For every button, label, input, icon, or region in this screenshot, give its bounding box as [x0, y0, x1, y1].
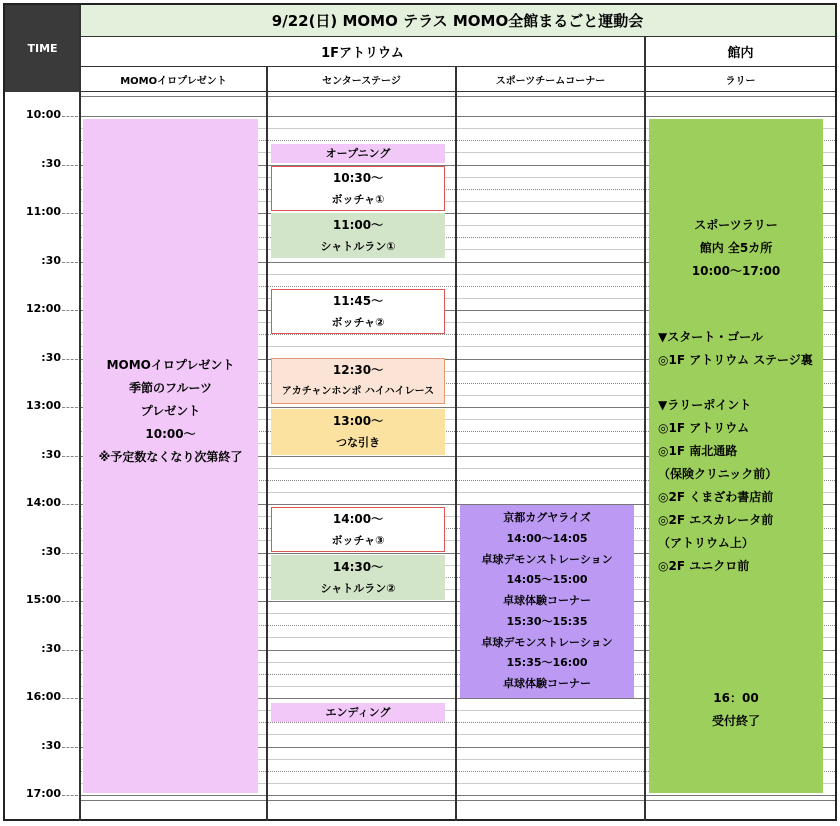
event-time: 14:30〜 — [332, 559, 384, 574]
event-name: ボッチャ② — [331, 315, 385, 329]
sports-line: 卓球体験コーナー — [503, 677, 591, 691]
time-label: :30 — [41, 739, 61, 752]
grid-line-minor — [456, 189, 644, 190]
event-boccia-2[interactable] — [271, 289, 445, 334]
grid-line-quarter — [267, 128, 455, 129]
time-tick — [62, 698, 78, 699]
grid-line-quarter — [456, 274, 644, 275]
grid-line-quarter — [456, 419, 644, 420]
event-ending-label: エンディング — [325, 705, 391, 719]
grid-line — [80, 116, 266, 117]
time-label: :30 — [41, 448, 61, 461]
grid-line-minor — [456, 771, 644, 772]
column-header-sports: スポーツチームコーナー — [456, 67, 645, 92]
grid-line-minor — [456, 237, 644, 238]
rally-head-line: 館内 全5カ所 — [699, 241, 773, 255]
rally-end — [649, 687, 823, 733]
grid-line — [267, 456, 455, 457]
grid-line-minor — [456, 480, 644, 481]
grid-line-minor — [267, 674, 455, 675]
rally-point: ◎2F エスカレータ前 — [658, 513, 774, 527]
sports-line: 15:35〜16:00 — [506, 656, 588, 670]
grid-line-minor — [456, 334, 644, 335]
grid-line-quarter — [267, 783, 455, 784]
grid-line-quarter — [456, 225, 644, 226]
grid-line-quarter — [267, 468, 455, 469]
grid-line-quarter — [456, 249, 644, 250]
time-label: :30 — [41, 642, 61, 655]
grid-line-minor — [267, 286, 455, 287]
rally-end-time: 16：00 — [713, 691, 759, 705]
page-title: 9/22(日) MOMO テラス MOMO全館まるごと運動会 — [80, 5, 835, 37]
grid-line-quarter — [456, 201, 644, 202]
present-line: MOMOイロプレゼント — [106, 357, 235, 372]
time-label: 13:00 — [25, 399, 61, 412]
time-tick — [62, 310, 78, 311]
sports-line: 卓球体験コーナー — [503, 594, 591, 608]
event-ending[interactable] — [271, 703, 445, 722]
time-label: :30 — [41, 545, 61, 558]
grid-line — [80, 96, 835, 97]
grid-line-quarter — [267, 346, 455, 347]
rally-point: （保険クリニック前） — [658, 467, 778, 481]
grid-line — [456, 310, 644, 311]
event-haihai-race[interactable] — [271, 358, 445, 404]
time-label: :30 — [41, 351, 61, 364]
event-time: 11:45〜 — [332, 293, 384, 308]
grid-line — [456, 407, 644, 408]
sports-line: 京都カグヤライズ — [503, 510, 591, 524]
time-tick — [62, 747, 78, 748]
event-time: 12:30〜 — [332, 363, 384, 377]
event-opening-label: オープニング — [325, 146, 391, 160]
grid-line — [645, 795, 835, 796]
grid-line — [267, 116, 455, 117]
rally-point: （アトリウム上） — [658, 536, 754, 550]
grid-line — [456, 747, 644, 748]
time-tick — [62, 359, 78, 360]
grid-line — [80, 800, 835, 801]
sports-line: 14:05〜15:00 — [506, 573, 588, 587]
grid-line-quarter — [456, 371, 644, 372]
time-label: 11:00 — [25, 205, 61, 218]
sports-corner-block[interactable] — [460, 505, 634, 698]
grid-line-quarter — [267, 613, 455, 614]
grid-line — [456, 213, 644, 214]
divider-3 — [644, 37, 646, 821]
rally-end-label: 受付終了 — [711, 714, 760, 728]
event-time: 11:00〜 — [332, 217, 384, 232]
event-opening[interactable] — [271, 144, 445, 163]
grid-line — [645, 116, 835, 117]
time-tick — [62, 553, 78, 554]
time-tick — [62, 407, 78, 408]
time-header: TIME — [5, 5, 80, 92]
grid-line-quarter — [456, 346, 644, 347]
time-label: 14:00 — [25, 496, 61, 509]
grid-line-quarter — [267, 662, 455, 663]
time-label: :30 — [41, 157, 61, 170]
rally-points-section — [658, 394, 823, 578]
grid-line-minor — [267, 140, 455, 141]
divider-time — [79, 5, 81, 821]
grid-line — [456, 698, 644, 699]
grid-line — [456, 456, 644, 457]
sports-line: 卓球デモンストレーション — [481, 635, 613, 649]
rally-head-line: 10:00〜17:00 — [691, 264, 781, 278]
grid-line-minor — [267, 334, 455, 335]
time-label: 15:00 — [25, 593, 61, 606]
grid-line — [267, 601, 455, 602]
present-line: ※予定数なくなり次第終了 — [98, 449, 243, 464]
divider-1 — [266, 67, 268, 821]
time-tick — [62, 795, 78, 796]
grid-line-minor — [267, 480, 455, 481]
grid-line-minor — [456, 722, 644, 723]
grid-line — [267, 650, 455, 651]
grid-line — [267, 698, 455, 699]
rally-point: ◎1F 南北通路 — [658, 444, 738, 458]
grid-line-quarter — [456, 468, 644, 469]
time-label: 16:00 — [25, 690, 61, 703]
rally-point: ◎1F アトリウム — [658, 421, 750, 435]
event-name: ボッチャ① — [331, 192, 385, 206]
time-label: 10:00 — [25, 108, 61, 121]
grid-line-minor — [456, 383, 644, 384]
time-label: 12:00 — [25, 302, 61, 315]
time-tick — [62, 213, 78, 214]
location-inside: 館内 — [646, 37, 835, 67]
grid-line — [80, 795, 266, 796]
grid-line-quarter — [456, 395, 644, 396]
column-header-present: MOMOイロプレゼント — [80, 67, 267, 92]
grid-line-minor — [456, 431, 644, 432]
grid-line-quarter — [456, 443, 644, 444]
present-line: プレゼント — [140, 403, 201, 418]
column-header-stage: センターステージ — [268, 67, 455, 92]
event-boccia-1[interactable] — [271, 166, 445, 211]
sports-line: 卓球デモンストレーション — [481, 552, 613, 566]
event-boccia-3[interactable] — [271, 507, 445, 552]
time-tick — [62, 601, 78, 602]
grid-line-quarter — [267, 637, 455, 638]
sports-line: 14:00〜14:05 — [506, 531, 588, 545]
grid-line-minor — [456, 286, 644, 287]
time-tick — [62, 456, 78, 457]
grid-line-quarter — [456, 177, 644, 178]
grid-line-quarter — [267, 686, 455, 687]
time-label: 17:00 — [25, 787, 61, 800]
grid-line — [456, 359, 644, 360]
rally-head-line: スポーツラリー — [694, 218, 778, 232]
event-name: ボッチャ③ — [331, 533, 385, 547]
grid-line — [456, 262, 644, 263]
grid-line-quarter — [267, 492, 455, 493]
grid-line-quarter — [456, 152, 644, 153]
grid-line — [267, 504, 455, 505]
grid-line-minor — [267, 625, 455, 626]
grid-line-minor — [267, 771, 455, 772]
rally-head — [649, 214, 823, 283]
column-header-rally: ラリー — [646, 67, 835, 92]
grid-line-quarter — [456, 128, 644, 129]
present-block[interactable] — [83, 119, 258, 793]
event-name: シャトルラン② — [320, 581, 396, 595]
rally-point: ◎2F ユニクロ前 — [658, 559, 750, 573]
event-name: シャトルラン① — [320, 239, 396, 253]
grid-line-quarter — [456, 783, 644, 784]
rally-points-title: ▼ラリーポイント — [658, 398, 752, 412]
grid-line-quarter — [456, 298, 644, 299]
grid-line — [456, 165, 644, 166]
grid-line — [267, 747, 455, 748]
sports-line: 15:30〜15:35 — [506, 614, 588, 628]
rally-block[interactable] — [649, 119, 823, 793]
grid-line-quarter — [456, 734, 644, 735]
time-tick — [62, 650, 78, 651]
grid-line-quarter — [456, 322, 644, 323]
event-time: 14:00〜 — [332, 511, 384, 526]
time-tick — [62, 165, 78, 166]
grid-line — [456, 116, 644, 117]
event-tug-of-war[interactable] — [271, 409, 445, 455]
time-tick — [62, 116, 78, 117]
time-tick — [62, 504, 78, 505]
event-time: 10:30〜 — [332, 170, 384, 185]
grid-line — [267, 795, 455, 796]
rally-start-title: ▼スタート・ゴール — [658, 330, 763, 344]
rally-point: ◎2F くまざわ書店前 — [658, 490, 774, 504]
location-atrium: 1Fアトリウム — [80, 37, 645, 67]
grid-line — [267, 262, 455, 263]
grid-line — [456, 795, 644, 796]
event-time: 13:00〜 — [332, 414, 384, 428]
time-label: :30 — [41, 254, 61, 267]
time-tick — [62, 262, 78, 263]
rally-start-line: ◎1F アトリウム ステージ裏 — [658, 353, 813, 367]
grid-line-minor — [456, 140, 644, 141]
grid-line-quarter — [267, 274, 455, 275]
event-shuttle-2[interactable] — [271, 555, 445, 600]
grid-line-quarter — [267, 759, 455, 760]
grid-line-quarter — [267, 734, 455, 735]
divider-2 — [455, 67, 457, 821]
present-line: 10:00〜 — [145, 426, 196, 441]
grid-line-quarter — [456, 710, 644, 711]
event-name: アカチャンホンポ ハイハイレース — [281, 386, 435, 397]
grid-line — [267, 407, 455, 408]
grid-line-quarter — [456, 759, 644, 760]
rally-start-section — [658, 326, 823, 372]
event-shuttle-1[interactable] — [271, 213, 445, 258]
present-line: 季節のフルーツ — [128, 380, 213, 395]
event-name: つな引き — [336, 436, 380, 449]
grid-line — [267, 553, 455, 554]
grid-line-quarter — [456, 492, 644, 493]
